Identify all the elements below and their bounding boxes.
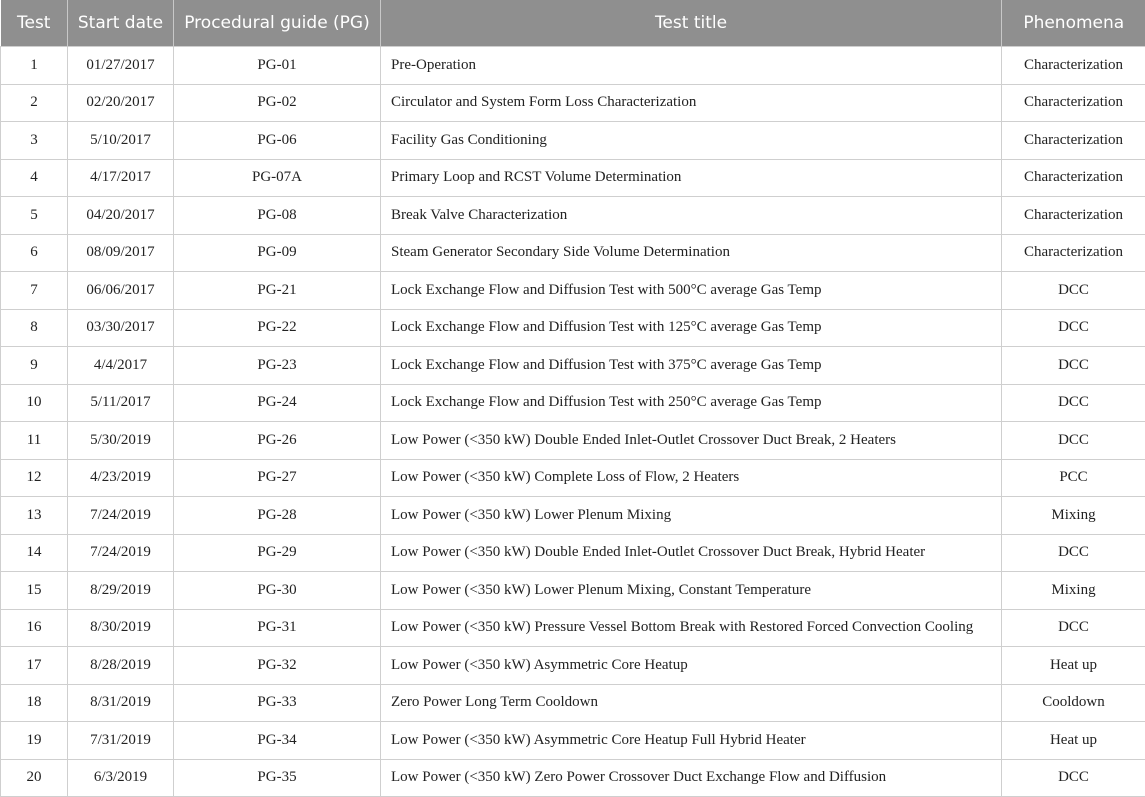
table-row <box>1 459 1145 497</box>
test-number-cell: 8 <box>1 309 68 347</box>
test-title-cell: Low Power (<350 kW) Lower Plenum Mixing, Constant Temperature <box>381 572 1002 610</box>
procedural-guide-cell: PG-30 <box>174 572 381 610</box>
table-row <box>1 534 1145 572</box>
table-row <box>1 197 1145 235</box>
table-header <box>1 0 1145 47</box>
phenomena-cell: DCC <box>1002 272 1145 310</box>
phenomena-cell: Characterization <box>1002 84 1145 122</box>
test-number-cell: 6 <box>1 234 68 272</box>
start-date-cell: 7/24/2019 <box>68 497 174 535</box>
header-phenomena: Phenomena <box>1002 0 1145 47</box>
test-title-cell: Low Power (<350 kW) Asymmetric Core Heatup Full Hybrid Heater <box>381 722 1002 760</box>
phenomena-cell: DCC <box>1002 534 1145 572</box>
start-date-cell: 4/17/2017 <box>68 159 174 197</box>
start-date-cell: 4/4/2017 <box>68 347 174 385</box>
table-row <box>1 572 1145 610</box>
phenomena-cell: Heat up <box>1002 722 1145 760</box>
start-date-cell: 5/10/2017 <box>68 122 174 160</box>
phenomena-cell: DCC <box>1002 609 1145 647</box>
start-date-cell: 04/20/2017 <box>68 197 174 235</box>
start-date-cell: 8/30/2019 <box>68 609 174 647</box>
phenomena-cell: Characterization <box>1002 234 1145 272</box>
procedural-guide-cell: PG-08 <box>174 197 381 235</box>
table-row <box>1 684 1145 722</box>
table-row <box>1 609 1145 647</box>
phenomena-cell: DCC <box>1002 384 1145 422</box>
test-title-cell: Lock Exchange Flow and Diffusion Test with 250°C average Gas Temp <box>381 384 1002 422</box>
table-row <box>1 647 1145 685</box>
procedural-guide-cell: PG-24 <box>174 384 381 422</box>
phenomena-cell: DCC <box>1002 422 1145 460</box>
test-title-cell: Low Power (<350 kW) Double Ended Inlet-Outlet Crossover Duct Break, Hybrid Heater <box>381 534 1002 572</box>
start-date-cell: 5/11/2017 <box>68 384 174 422</box>
phenomena-cell: Mixing <box>1002 497 1145 535</box>
table-row <box>1 272 1145 310</box>
procedural-guide-cell: PG-33 <box>174 684 381 722</box>
test-number-cell: 7 <box>1 272 68 310</box>
header-test: Test <box>1 0 68 47</box>
procedural-guide-cell: PG-26 <box>174 422 381 460</box>
test-number-cell: 10 <box>1 384 68 422</box>
test-number-cell: 15 <box>1 572 68 610</box>
test-number-cell: 3 <box>1 122 68 160</box>
test-number-cell: 2 <box>1 84 68 122</box>
table-row <box>1 122 1145 160</box>
table-row <box>1 497 1145 535</box>
table-row <box>1 159 1145 197</box>
start-date-cell: 8/28/2019 <box>68 647 174 685</box>
test-title-cell: Circulator and System Form Loss Characterization <box>381 84 1002 122</box>
test-title-cell: Lock Exchange Flow and Diffusion Test with 125°C average Gas Temp <box>381 309 1002 347</box>
start-date-cell: 08/09/2017 <box>68 234 174 272</box>
test-title-cell: Primary Loop and RCST Volume Determination <box>381 159 1002 197</box>
procedural-guide-cell: PG-09 <box>174 234 381 272</box>
start-date-cell: 06/06/2017 <box>68 272 174 310</box>
header-test-title: Test title <box>381 0 1002 47</box>
test-title-cell: Low Power (<350 kW) Complete Loss of Flow, 2 Heaters <box>381 459 1002 497</box>
start-date-cell: 8/29/2019 <box>68 572 174 610</box>
test-number-cell: 19 <box>1 722 68 760</box>
phenomena-cell: Characterization <box>1002 47 1145 85</box>
phenomena-cell: DCC <box>1002 759 1145 797</box>
header-row <box>1 0 1145 47</box>
table-row <box>1 384 1145 422</box>
table-row <box>1 47 1145 85</box>
phenomena-cell: Characterization <box>1002 197 1145 235</box>
test-title-cell: Pre-Operation <box>381 47 1002 85</box>
table-row <box>1 422 1145 460</box>
test-title-cell: Break Valve Characterization <box>381 197 1002 235</box>
table-row <box>1 347 1145 385</box>
test-title-cell: Low Power (<350 kW) Pressure Vessel Bottom Break with Restored Forced Convection Cooling <box>381 609 1002 647</box>
phenomena-cell: DCC <box>1002 309 1145 347</box>
test-title-cell: Low Power (<350 kW) Double Ended Inlet-Outlet Crossover Duct Break, 2 Heaters <box>381 422 1002 460</box>
table-row <box>1 234 1145 272</box>
test-number-cell: 5 <box>1 197 68 235</box>
table-body <box>1 47 1145 797</box>
test-number-cell: 17 <box>1 647 68 685</box>
test-number-cell: 13 <box>1 497 68 535</box>
phenomena-cell: DCC <box>1002 347 1145 385</box>
procedural-guide-cell: PG-34 <box>174 722 381 760</box>
phenomena-cell: Characterization <box>1002 159 1145 197</box>
test-title-cell: Zero Power Long Term Cooldown <box>381 684 1002 722</box>
procedural-guide-cell: PG-22 <box>174 309 381 347</box>
procedural-guide-cell: PG-06 <box>174 122 381 160</box>
test-number-cell: 12 <box>1 459 68 497</box>
procedural-guide-cell: PG-23 <box>174 347 381 385</box>
test-number-cell: 4 <box>1 159 68 197</box>
table-row <box>1 84 1145 122</box>
procedural-guide-cell: PG-21 <box>174 272 381 310</box>
table-row <box>1 722 1145 760</box>
test-number-cell: 1 <box>1 47 68 85</box>
test-title-cell: Low Power (<350 kW) Zero Power Crossover Duct Exchange Flow and Diffusion <box>381 759 1002 797</box>
test-title-cell: Facility Gas Conditioning <box>381 122 1002 160</box>
phenomena-cell: Mixing <box>1002 572 1145 610</box>
procedural-guide-cell: PG-29 <box>174 534 381 572</box>
table-row <box>1 759 1145 797</box>
phenomena-cell: Characterization <box>1002 122 1145 160</box>
start-date-cell: 5/30/2019 <box>68 422 174 460</box>
procedural-guide-cell: PG-02 <box>174 84 381 122</box>
test-number-cell: 9 <box>1 347 68 385</box>
start-date-cell: 7/31/2019 <box>68 722 174 760</box>
start-date-cell: 6/3/2019 <box>68 759 174 797</box>
procedural-guide-cell: PG-27 <box>174 459 381 497</box>
header-start-date: Start date <box>68 0 174 47</box>
procedural-guide-cell: PG-07A <box>174 159 381 197</box>
start-date-cell: 8/31/2019 <box>68 684 174 722</box>
procedural-guide-cell: PG-31 <box>174 609 381 647</box>
test-number-cell: 18 <box>1 684 68 722</box>
phenomena-cell: Heat up <box>1002 647 1145 685</box>
start-date-cell: 01/27/2017 <box>68 47 174 85</box>
start-date-cell: 7/24/2019 <box>68 534 174 572</box>
header-procedural-guide: Procedural guide (PG) <box>174 0 381 47</box>
procedural-guide-cell: PG-01 <box>174 47 381 85</box>
start-date-cell: 03/30/2017 <box>68 309 174 347</box>
test-title-cell: Lock Exchange Flow and Diffusion Test with 500°C average Gas Temp <box>381 272 1002 310</box>
test-title-cell: Steam Generator Secondary Side Volume Determination <box>381 234 1002 272</box>
phenomena-cell: Cooldown <box>1002 684 1145 722</box>
test-number-cell: 20 <box>1 759 68 797</box>
test-number-cell: 11 <box>1 422 68 460</box>
test-title-cell: Lock Exchange Flow and Diffusion Test with 375°C average Gas Temp <box>381 347 1002 385</box>
phenomena-cell: PCC <box>1002 459 1145 497</box>
table-row <box>1 309 1145 347</box>
test-number-cell: 14 <box>1 534 68 572</box>
test-number-cell: 16 <box>1 609 68 647</box>
procedural-guide-cell: PG-35 <box>174 759 381 797</box>
procedural-guide-cell: PG-28 <box>174 497 381 535</box>
start-date-cell: 4/23/2019 <box>68 459 174 497</box>
start-date-cell: 02/20/2017 <box>68 84 174 122</box>
test-title-cell: Low Power (<350 kW) Lower Plenum Mixing <box>381 497 1002 535</box>
procedural-guide-cell: PG-32 <box>174 647 381 685</box>
test-title-cell: Low Power (<350 kW) Asymmetric Core Heatup <box>381 647 1002 685</box>
